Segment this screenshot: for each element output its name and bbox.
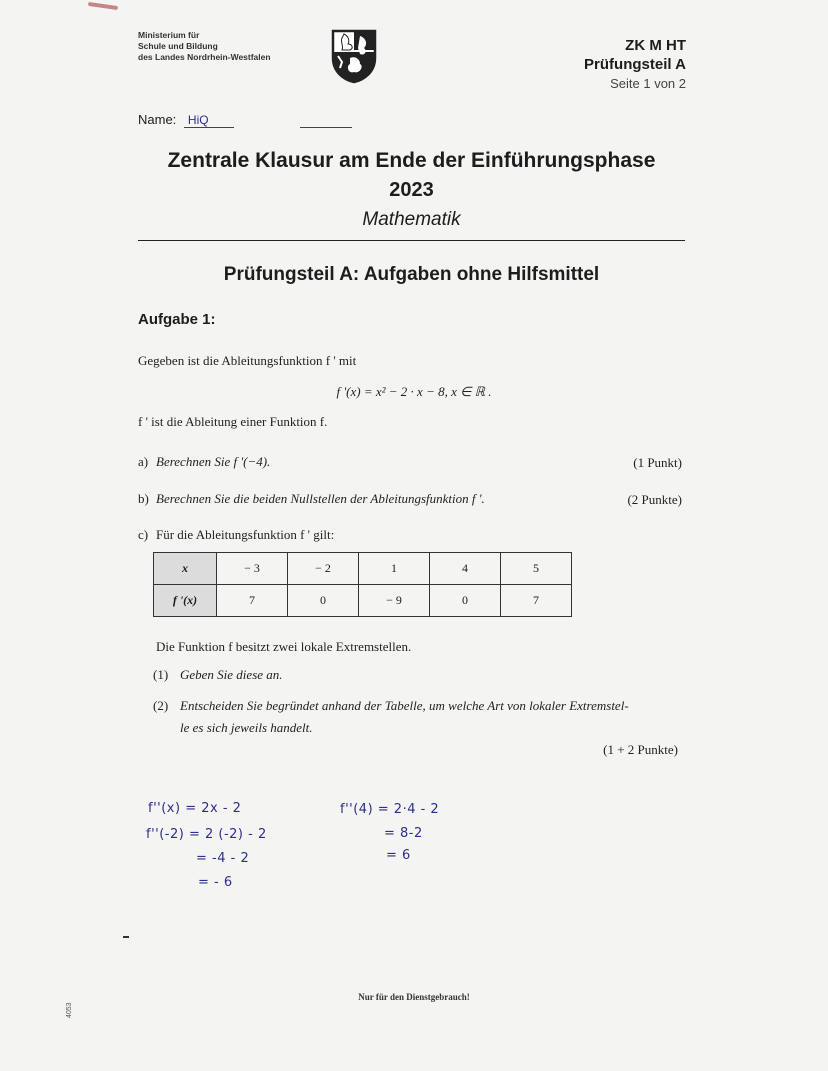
exam-header-info (584, 36, 686, 93)
side-code: 4053 (66, 1002, 73, 1018)
title-divider (138, 240, 685, 241)
question-2-label: (2) (153, 698, 169, 713)
name-row (138, 112, 234, 128)
exam-part: Prüfungsteil A (584, 56, 686, 73)
exam-title: Zentrale Klausur am Ende der Einführungsphase (167, 149, 656, 172)
intro-text-2: f ' ist die Ableitung einer Funktion f. (138, 414, 328, 429)
section-title: Prüfungsteil A: Aufgaben ohne Hilfsmittel (223, 264, 600, 285)
task-title: Aufgabe 1: (138, 311, 216, 328)
page-number: Seite 1 von 2 (610, 76, 686, 91)
after-table-text: Die Funktion f besitzt zwei lokale Extremstellen. (156, 639, 412, 654)
name-field[interactable]: HiQ (184, 113, 234, 128)
name-label: Name: (138, 112, 177, 127)
part-b-label: b) (138, 491, 149, 506)
table-cell: 7 (217, 585, 288, 617)
ministry-line: Ministerium für (138, 30, 200, 40)
question-1-label: (1) (153, 667, 169, 682)
intro-text: Gegeben ist die Ableitungsfunktion f ' mit (138, 353, 357, 368)
question-1-text: Geben Sie diese an. (180, 667, 283, 682)
part-c-points: (1 + 2 Punkte) (603, 742, 678, 757)
ministry-block (138, 30, 271, 63)
table-cell: 7 (501, 585, 572, 617)
table-cell: − 9 (359, 585, 430, 617)
pen-mark (88, 2, 118, 10)
exam-year: 2023 (389, 179, 434, 201)
table-cell: 0 (288, 585, 359, 617)
part-b-text: Berechnen Sie die beiden Nullstellen der Ableitungsfunktion f '. (156, 491, 485, 506)
ministry-line: Schule und Bildung (138, 41, 218, 51)
handwritten-line: f''(x) = 2x - 2 (148, 801, 242, 816)
part-c-text: Für die Ableitungsfunktion f ' gilt: (156, 527, 335, 542)
table-cell: 4 (430, 553, 501, 585)
value-table (153, 552, 572, 617)
exam-code: ZK M HT (625, 37, 686, 54)
pen-mark (123, 936, 129, 938)
table-cell: 5 (501, 553, 572, 585)
table-row (154, 553, 572, 585)
ministry-line: des Landes Nordrhein-Westfalen (138, 52, 271, 62)
question-2-line-2: le es sich jeweils handelt. (180, 720, 313, 735)
part-c-label: c) (138, 527, 149, 542)
nrw-coat-of-arms-logo (330, 28, 378, 84)
handwritten-line: f''(-2) = 2 (-2) - 2 (146, 827, 267, 842)
table-header-fx: f '(x) (154, 585, 217, 617)
handwritten-line: = -4 - 2 (196, 851, 250, 866)
exam-subject: Mathematik (362, 209, 461, 230)
part-b-points: (2 Punkte) (627, 492, 682, 507)
table-header-x: x (154, 553, 217, 585)
part-a-points: (1 Punkt) (633, 455, 682, 470)
handwritten-line: = 8-2 (384, 826, 423, 841)
function-formula: f '(x) = x² − 2 · x − 8, x ∈ ℝ . (336, 384, 492, 399)
table-cell: 1 (359, 553, 430, 585)
table-row (154, 585, 572, 617)
handwritten-line: = 6 (386, 848, 411, 863)
part-a-text: Berechnen Sie f '(−4). (156, 454, 271, 469)
table-cell: − 3 (217, 553, 288, 585)
handwritten-line: = - 6 (198, 875, 233, 890)
name-underline (300, 127, 352, 128)
footer-note: Nur für den Dienstgebrauch! (358, 992, 470, 1002)
handwritten-line: f''(4) = 2·4 - 2 (340, 802, 440, 817)
question-2-line-1: Entscheiden Sie begründet anhand der Tabelle, um welche Art von lokaler Extremstel- (180, 698, 629, 713)
table-cell: − 2 (288, 553, 359, 585)
table-cell: 0 (430, 585, 501, 617)
part-a-label: a) (138, 454, 149, 469)
